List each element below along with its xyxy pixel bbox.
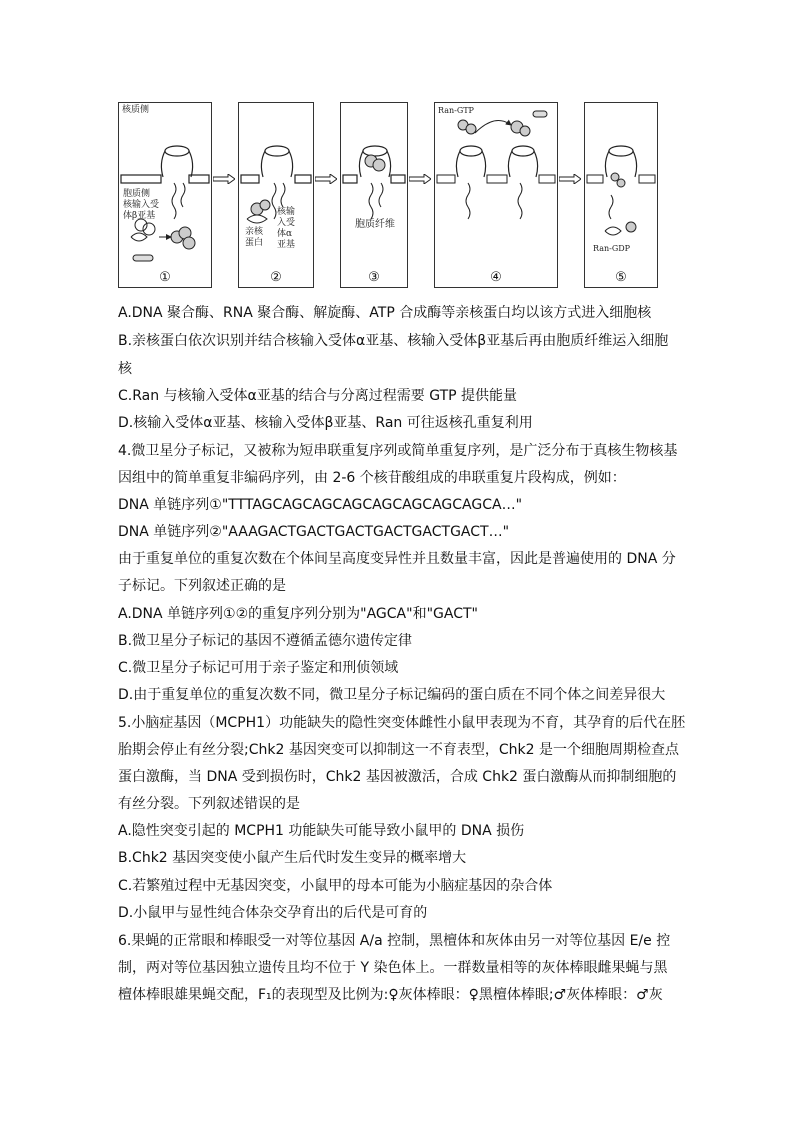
question-5-line-3: 蛋白激酶，当 DNA 受到损伤时，Chk2 基因被激活，合成 Chk2 蛋白激酶从而抑制细胞的 (118, 769, 677, 785)
label-ran-gtp: Ran-GTP (438, 106, 474, 115)
label-cytoplasm-side: 胞质侧 (123, 189, 151, 199)
panel-number-4: ④ (490, 270, 502, 285)
label-import-receptor-2: 体β亚基 (123, 211, 156, 221)
question-5-line-4: 有丝分裂。下列叙述错误的是 (118, 796, 300, 812)
nuclear-pore-drawing (585, 103, 657, 287)
nuclear-import-figure (118, 98, 658, 290)
question-5-line-2: 胎期会停止有丝分裂;Chk2 基因突变可以抑制这一不育表型，Chk2 是一个细胞周期检查点 (118, 742, 679, 758)
dna-sequence-1: DNA 单链序列①"TTTAGCAGCAGCAGCAGCAGCAGCAGCA…" (118, 497, 523, 513)
question-4-line-4: 子标记。下列叙述正确的是 (118, 578, 286, 594)
arrow-right-icon (409, 174, 431, 184)
panel-1 (118, 102, 212, 288)
question-6-line-1: 6.果蝇的正常眼和棒眼受一对等位基因 A/a 控制，黑檀体和灰体由另一对等位基因 E/e 控 (118, 933, 671, 949)
option-4a: A.DNA 单链序列①②的重复序列分别为"AGCA"和"GACT" (118, 606, 478, 622)
label-alpha-4: 亚基 (277, 240, 296, 250)
panel-5 (584, 102, 658, 288)
question-4-line-1: 4.微卫星分子标记，又被称为短串联重复序列或简单重复序列，是广泛分布于真核生物核基 (118, 443, 678, 459)
label-alpha-3: 体α (277, 229, 293, 239)
arrow-right-icon (213, 174, 235, 184)
dna-sequence-2: DNA 单链序列②"AAAGACTGACTGACTGACTGACTGACT…" (118, 524, 510, 540)
label-nucleoplasm-side: 核质侧 (122, 105, 150, 115)
option-5a: A.隐性突变引起的 MCPH1 功能缺失可能导致小鼠甲的 DNA 损伤 (118, 823, 525, 839)
option-4c: C.微卫星分子标记可用于亲子鉴定和刑侦领域 (118, 660, 399, 676)
question-6-line-3: 檀体棒眼雄果蝇交配，F₁的表现型及比例为:♀灰体棒眼：♀黑檀体棒眼;♂灰体棒眼：♂灰 (118, 987, 663, 1003)
nuclear-pore-drawing (435, 103, 557, 287)
panel-3 (340, 102, 408, 288)
option-3c: C.Ran 与核输入受体α亚基的结合与分离过程需要 GTP 提供能量 (118, 388, 518, 404)
option-3b-cont: 核 (118, 361, 132, 377)
panel-4 (434, 102, 558, 288)
nuclear-pore-drawing (239, 103, 313, 287)
label-cytoplasmic-fibril: 胞质纤维 (355, 219, 395, 230)
panel-number-5: ⑤ (615, 270, 627, 285)
option-4d: D.由于重复单位的重复次数不同，微卫星分子标记编码的蛋白质在不同个体之间差异很大 (118, 687, 666, 703)
panel-number-2: ② (270, 270, 282, 285)
question-4-line-2: 因组中的简单重复非编码序列，由 2-6 个核苷酸组成的串联重复片段构成，例如： (118, 470, 626, 486)
label-alpha-2: 入受 (277, 218, 296, 228)
nuclear-pore-drawing (341, 103, 407, 287)
arrow-right-icon (315, 174, 337, 184)
panel-number-3: ③ (368, 270, 380, 285)
panel-2 (238, 102, 314, 288)
panel-number-1: ① (159, 270, 171, 285)
label-ran-gdp: Ran-GDP (593, 244, 631, 253)
label-import-receptor-1: 核输入受 (123, 200, 160, 210)
label-cargo-2: 蛋白 (245, 238, 264, 248)
option-5d: D.小鼠甲与显性纯合体杂交孕育出的后代是可育的 (118, 905, 428, 921)
option-5c: C.若繁殖过程中无基因突变，小鼠甲的母本可能为小脑症基因的杂合体 (118, 878, 553, 894)
option-3d: D.核输入受体α亚基、核输入受体β亚基、Ran 可往返核孔重复利用 (118, 415, 533, 431)
option-5b: B.Chk2 基因突变使小鼠产生后代时发生变异的概率增大 (118, 850, 467, 866)
option-3a: A.DNA 聚合酶、RNA 聚合酶、解旋酶、ATP 合成酶等亲核蛋白均以该方式进入细胞核 (118, 305, 652, 321)
arrow-right-icon (559, 174, 581, 184)
label-cargo-1: 亲核 (245, 227, 264, 237)
question-6-line-2: 制，两对等位基因独立遗传且均不位于 Y 染色体上。一群数量相等的灰体棒眼雌果蝇与黑 (118, 960, 668, 976)
question-5-line-1: 5.小脑症基因（MCPH1）功能缺失的隐性突变体雌性小鼠甲表现为不育，其孕育的后代在胚 (118, 715, 686, 731)
question-4-line-3: 由于重复单位的重复次数在个体间呈高度变异性并且数量丰富，因此是普遍使用的 DNA 分 (118, 551, 676, 567)
option-4b: B.微卫星分子标记的基因不遵循孟德尔遗传定律 (118, 633, 413, 649)
label-alpha-1: 核输 (277, 207, 296, 217)
option-3b: B.亲核蛋白依次识别并结合核输入受体α亚基、核输入受体β亚基后再由胞质纤维运入细胞 (118, 333, 669, 349)
